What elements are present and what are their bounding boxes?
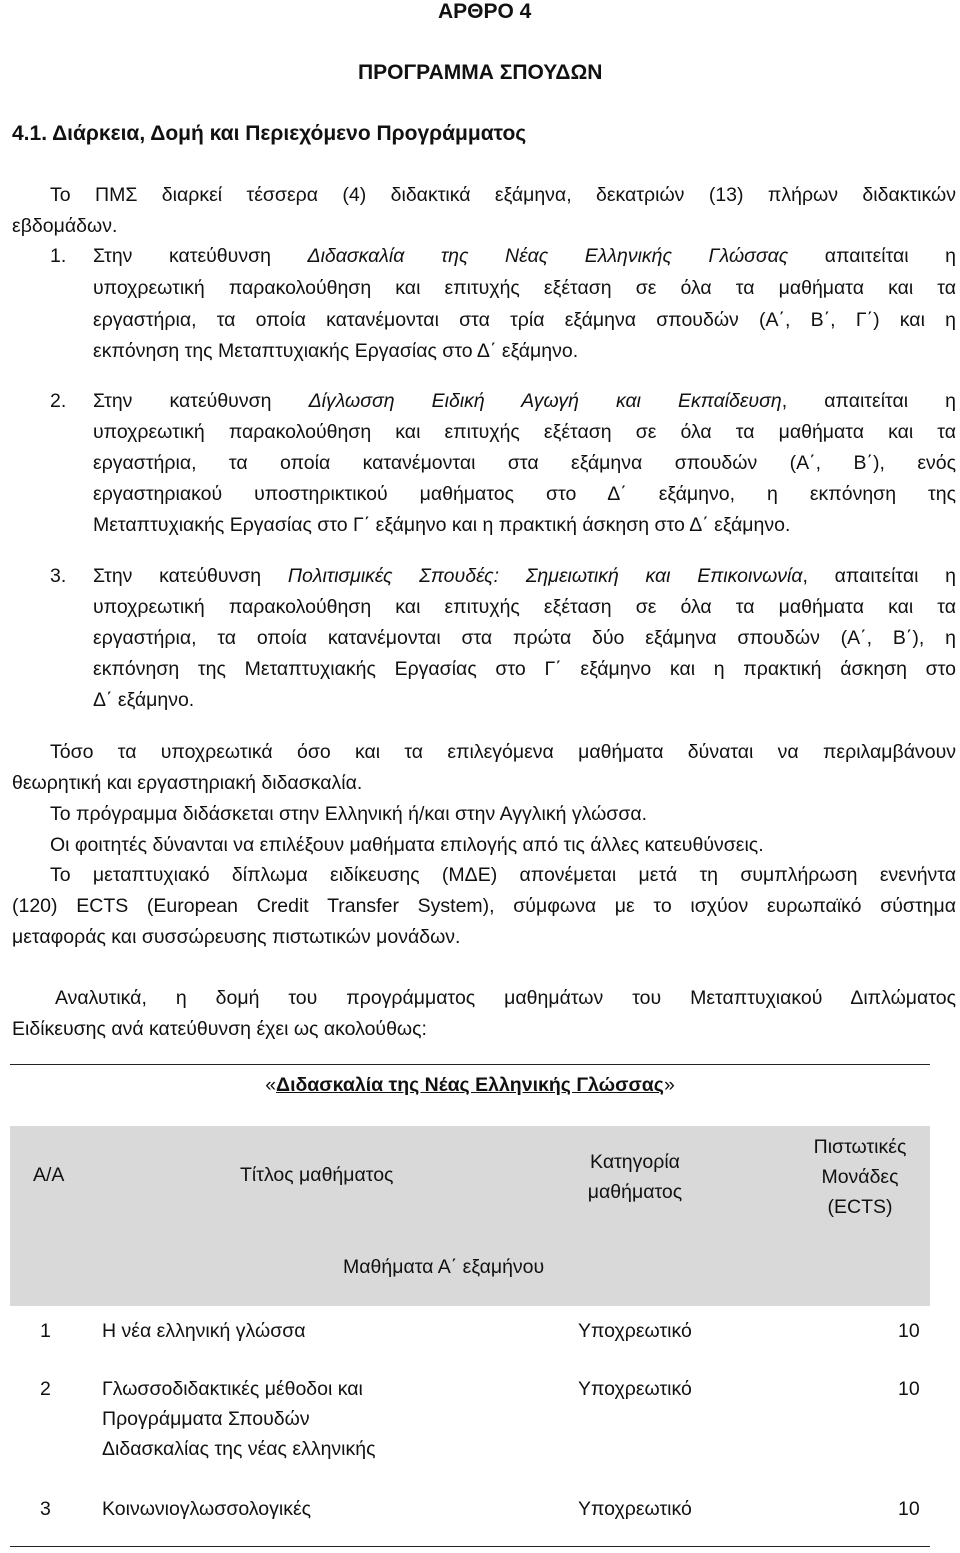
item-first-line: [93, 565, 956, 588]
paragraph-line: Ειδίκευσης ανά κατεύθυνση έχει ως ακολούθως:: [12, 1018, 427, 1040]
paragraph-line: Τόσο τα υποχρεωτικά όσο και τα επιλεγόμενα μαθήματα δύναται να περιλαμβάνουν: [50, 741, 956, 763]
item-line: εργαστηριακού υποστηρικτικού μαθήματος στο Δ΄ εξάμηνο, η εκπόνηση της: [93, 483, 956, 505]
item-number: 3.: [50, 565, 67, 587]
row-category: Υποχρεωτικό: [578, 1320, 692, 1342]
semester-label: Μαθήματα Α΄ εξαμήνου: [343, 1256, 545, 1278]
item-italic: Διδασκαλία της Νέας Ελληνικής Γλώσσας: [307, 245, 789, 267]
row-title: Γλωσσοδιδακτικές μέθοδοι και: [102, 1378, 363, 1400]
row-ects: 10: [898, 1320, 920, 1342]
row-aa: 1: [40, 1320, 51, 1342]
item-first-line: [93, 390, 956, 413]
item-line: εκπόνηση της Μεταπτυχιακής Εργασίας στο Γ΄ εξάμηνο και η πρακτική άσκηση στο: [93, 658, 956, 680]
row-ects: 10: [898, 1378, 920, 1400]
item-italic: Δίγλωσση Ειδική Αγωγή και Εκπαίδευση: [308, 390, 782, 412]
caption-close-quote: »: [663, 1074, 675, 1096]
row-category: Υποχρεωτικό: [578, 1498, 692, 1520]
row-title: Κοινωνιογλωσσολογικές: [102, 1498, 312, 1520]
item-line: εργαστήρια, τα οποία κατανέμονται στα εξάμηνα σπουδών (Α΄, Β΄), ενός: [93, 452, 956, 474]
paragraph-line: Το πρόγραμμα διδάσκεται στην Ελληνική ή/και στην Αγγλική γλώσσα.: [50, 803, 648, 825]
paragraph-line: θεωρητική και εργαστηριακή διδασκαλία.: [12, 772, 363, 794]
row-aa: 3: [40, 1498, 51, 1520]
row-aa: 2: [40, 1378, 51, 1400]
item-line: εργαστήρια, τα οποία κατανέμονται στα πρώτα δύο εξάμηνα σπουδών (Α΄, Β΄), η: [93, 627, 956, 649]
paragraph-line: (120) ECTS (European Credit Transfer System), σύμφωνα με το ισχύον ευρωπαϊκό σύστημα: [12, 895, 956, 917]
paragraph-line: Το μεταπτυχιακό δίπλωμα ειδίκευσης (ΜΔΕ) απονέμεται μετά τη συμπλήρωση ενενήντα: [50, 864, 956, 886]
header-aa: Α/Α: [33, 1164, 65, 1186]
item-line: Μεταπτυχιακής Εργασίας στο Γ΄ εξάμηνο και η πρακτική άσκηση στο Δ΄ εξάμηνο.: [93, 514, 791, 536]
table-top-rule: [10, 1064, 930, 1065]
row-title: Διδασκαλίας της νέας ελληνικής: [102, 1438, 376, 1460]
header-category: [560, 1147, 710, 1207]
item-post: , απαιτείται η: [781, 390, 956, 412]
item-pre: Στην κατεύθυνση: [93, 390, 309, 412]
row-ects: 10: [898, 1498, 920, 1520]
header-category-line: Κατηγορία: [590, 1151, 680, 1173]
row-title: Προγράμματα Σπουδών: [102, 1408, 310, 1430]
item-line: εργαστήρια, τα οποία κατανέμονται στα τρία εξάμηνα σπουδών (Α΄, Β΄, Γ΄) και η: [93, 309, 956, 331]
header-credits-line: Πιστωτικές: [813, 1136, 907, 1158]
caption-open-quote: «: [265, 1074, 277, 1096]
header-credits-line: Μονάδες: [821, 1166, 899, 1188]
program-title: ΠΡΟΓΡΑΜΜΑ ΣΠΟΥΔΩΝ: [358, 61, 603, 84]
item-number: 2.: [50, 390, 67, 412]
item-line: υποχρεωτική παρακολούθηση και επιτυχής εξέταση σε όλα τα μαθήματα και τα: [93, 596, 956, 618]
item-line: υποχρεωτική παρακολούθηση και επιτυχής εξέταση σε όλα τα μαθήματα και τα: [93, 277, 956, 299]
item-pre: Στην κατεύθυνση: [93, 245, 308, 267]
row-title: Η νέα ελληνική γλώσσα: [102, 1320, 306, 1342]
table-caption: [10, 1074, 930, 1097]
item-post: , απαιτείται η: [802, 565, 957, 587]
section-heading: 4.1. Διάρκεια, Δομή και Περιεχόμενο Προγράμματος: [12, 122, 527, 145]
caption-text: Διδασκαλία της Νέας Ελληνικής Γλώσσας: [276, 1074, 664, 1096]
header-title: Τίτλος μαθήματος: [240, 1164, 394, 1186]
paragraph-line: Αναλυτικά, η δομή του προγράμματος μαθημάτων του Μεταπτυχιακού Διπλώματος: [55, 987, 956, 1009]
item-line: Δ΄ εξάμηνο.: [93, 689, 195, 711]
item-post: απαιτείται η: [788, 245, 957, 267]
item-first-line: [93, 245, 956, 268]
item-line: υποχρεωτική παρακολούθηση και επιτυχής εξέταση σε όλα τα μαθήματα και τα: [93, 421, 956, 443]
item-pre: Στην κατεύθυνση: [93, 565, 288, 587]
paragraph-line: μεταφοράς και συσσώρευσης πιστωτικών μονάδων.: [12, 926, 461, 948]
intro-line-2: εβδομάδων.: [12, 215, 118, 237]
header-category-line: μαθήματος: [587, 1181, 683, 1203]
header-credits: [790, 1132, 930, 1222]
intro-line-1: Το ΠΜΣ διαρκεί τέσσερα (4) διδακτικά εξάμηνα, δεκατριών (13) πλήρων διδακτικών: [50, 184, 956, 206]
table-bottom-rule: [10, 1546, 930, 1547]
item-line: εκπόνηση της Μεταπτυχιακής Εργασίας στο Δ΄ εξάμηνο.: [93, 340, 579, 362]
item-number: 1.: [50, 245, 67, 267]
item-italic: Πολιτισμικές Σπουδές: Σημειωτική και Επικοινωνία: [287, 565, 803, 587]
header-credits-line: (ECTS): [827, 1196, 893, 1218]
row-category: Υποχρεωτικό: [578, 1378, 692, 1400]
paragraph-line: Οι φοιτητές δύνανται να επιλέξουν μαθήματα επιλογής από τις άλλες κατευθύνσεις.: [50, 834, 764, 856]
article-heading: ΑΡΘΡΟ 4: [438, 0, 532, 23]
